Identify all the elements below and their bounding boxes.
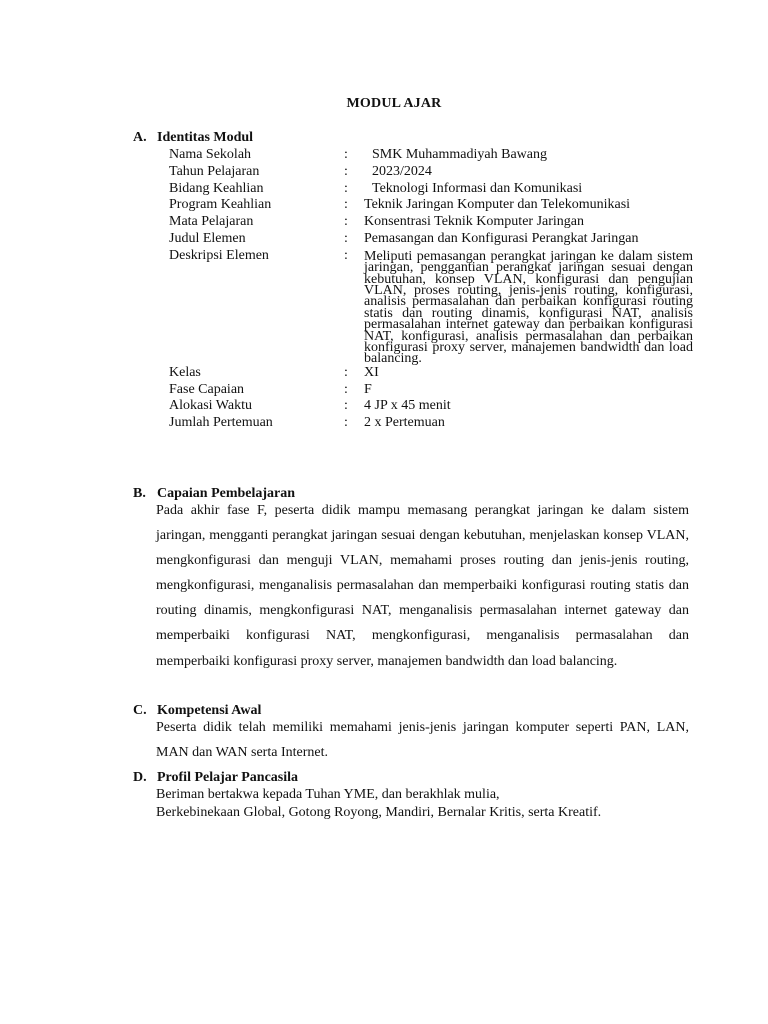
row-colon: : bbox=[344, 147, 348, 162]
row-colon: : bbox=[344, 230, 348, 246]
section-b-title: Capaian Pembelajaran bbox=[157, 486, 296, 501]
row-colon: : bbox=[344, 197, 348, 213]
row-colon: : bbox=[344, 247, 348, 263]
row-value-description: Meliputi pemasangan perangkat jaringan ke dalam sistem jaringan, penggantian perangkat jaringan sesuai dengan kebutuhan, konsep VLAN, konfigurasi dan pengujian VLAN, proses routing, jenis-jenis routing, konfigurasi, analisis permasalahan dan perbaikan konfigurasi routing statis dan routing dinamis, konfigurasi NAT, analisis permasalahan internet gateway dan perbaikan konfigurasi NAT, konfigurasi, analisis permasalahan dan perbaikan konfigurasi proxy server, manajemen bandwidth dan load balancing. bbox=[364, 248, 693, 367]
row-colon: : bbox=[344, 364, 348, 380]
row-colon: : bbox=[344, 381, 348, 397]
row-colon: : bbox=[344, 163, 348, 179]
section-b-letter: B. bbox=[133, 486, 146, 501]
row-label: Bidang Keahlian bbox=[169, 180, 264, 196]
identitas-row-nama-sekolah bbox=[169, 147, 693, 164]
section-c-title: Kompetensi Awal bbox=[157, 703, 262, 718]
identitas-table bbox=[169, 147, 693, 432]
profil-list bbox=[156, 786, 696, 821]
row-colon: : bbox=[344, 214, 348, 230]
identitas-row-bidang-keahlian bbox=[169, 181, 693, 198]
identitas-row-program-keahlian bbox=[169, 197, 693, 214]
row-value: F bbox=[364, 381, 372, 397]
row-value: XI bbox=[364, 364, 379, 380]
section-d-title: Profil Pelajar Pancasila bbox=[157, 770, 299, 785]
identitas-row-alokasi-waktu bbox=[169, 398, 693, 415]
row-value: 2023/2024 bbox=[372, 163, 432, 179]
identitas-row-kelas bbox=[169, 365, 693, 382]
section-d-letter: D. bbox=[133, 770, 147, 785]
row-label: Fase Capaian bbox=[169, 381, 245, 397]
row-label: Deskripsi Elemen bbox=[169, 247, 269, 263]
row-value: Teknologi Informasi dan Komunikasi bbox=[372, 180, 583, 196]
row-label: Program Keahlian bbox=[169, 197, 272, 213]
row-value: Pemasangan dan Konfigurasi Perangkat Jaringan bbox=[364, 230, 639, 246]
row-label: Alokasi Waktu bbox=[169, 398, 252, 414]
row-colon: : bbox=[344, 398, 348, 414]
document-title: MODUL AJAR bbox=[346, 96, 442, 111]
row-colon: : bbox=[344, 415, 348, 431]
profil-line: Berkebinekaan Global, Gotong Royong, Mandiri, Bernalar Kritis, serta Kreatif. bbox=[156, 804, 602, 820]
identitas-row-mata-pelajaran bbox=[169, 214, 693, 231]
row-value: Teknik Jaringan Komputer dan Telekomunikasi bbox=[364, 197, 631, 213]
section-a-title: Identitas Modul bbox=[157, 130, 254, 145]
row-label: Judul Elemen bbox=[169, 230, 246, 246]
row-value: 2 x Pertemuan bbox=[364, 415, 445, 431]
row-colon: : bbox=[344, 180, 348, 196]
row-label: Kelas bbox=[169, 364, 201, 380]
row-label: Nama Sekolah bbox=[169, 147, 252, 162]
row-value: 4 JP x 45 menit bbox=[364, 398, 451, 414]
identitas-row-jumlah-pertemuan bbox=[169, 415, 693, 432]
row-value: Konsentrasi Teknik Komputer Jaringan bbox=[364, 214, 584, 230]
identitas-row-tahun-pelajaran bbox=[169, 164, 693, 181]
row-label: Mata Pelajaran bbox=[169, 214, 254, 230]
row-value: SMK Muhammadiyah Bawang bbox=[372, 147, 547, 162]
row-label: Jumlah Pertemuan bbox=[169, 415, 273, 431]
profil-line: Beriman bertakwa kepada Tuhan YME, dan berakhlak mulia, bbox=[156, 787, 500, 802]
section-a-letter: A. bbox=[133, 130, 147, 145]
kompetensi-paragraph: Peserta didik telah memiliki memahami jenis-jenis jaringan komputer seperti PAN, LAN, MAN dan WAN serta Internet. bbox=[156, 720, 689, 761]
section-c-letter: C. bbox=[133, 703, 147, 718]
identitas-row-deskripsi-elemen bbox=[169, 248, 693, 365]
section-a-heading bbox=[133, 130, 253, 146]
capaian-paragraph: Pada akhir fase F, peserta didik mampu memasang perangkat jaringan ke dalam sistem jaringan, mengganti perangkat jaringan sesuai dengan kebutuhan, menjelaskan konsep VLAN, mengkonfigurasi dan menguji VLAN, memahami proses routing dan jenis-jenis routing, mengkonfigurasi, menganalisis permasalahan dan memperbaiki konfigurasi routing statis dan routing dinamis, mengkonfigurasi NAT, menganalisis permasalahan internet gateway dan memperbaiki konfigurasi NAT, mengkonfigurasi, menganalisis permasalahan dan memperbaiki konfigurasi proxy server, manajemen bandwidth dan load balancing. bbox=[156, 503, 689, 669]
identitas-row-judul-elemen bbox=[169, 231, 693, 248]
identitas-row-fase-capaian bbox=[169, 382, 693, 399]
row-label: Tahun Pelajaran bbox=[169, 163, 260, 179]
section-d-heading bbox=[133, 770, 298, 786]
